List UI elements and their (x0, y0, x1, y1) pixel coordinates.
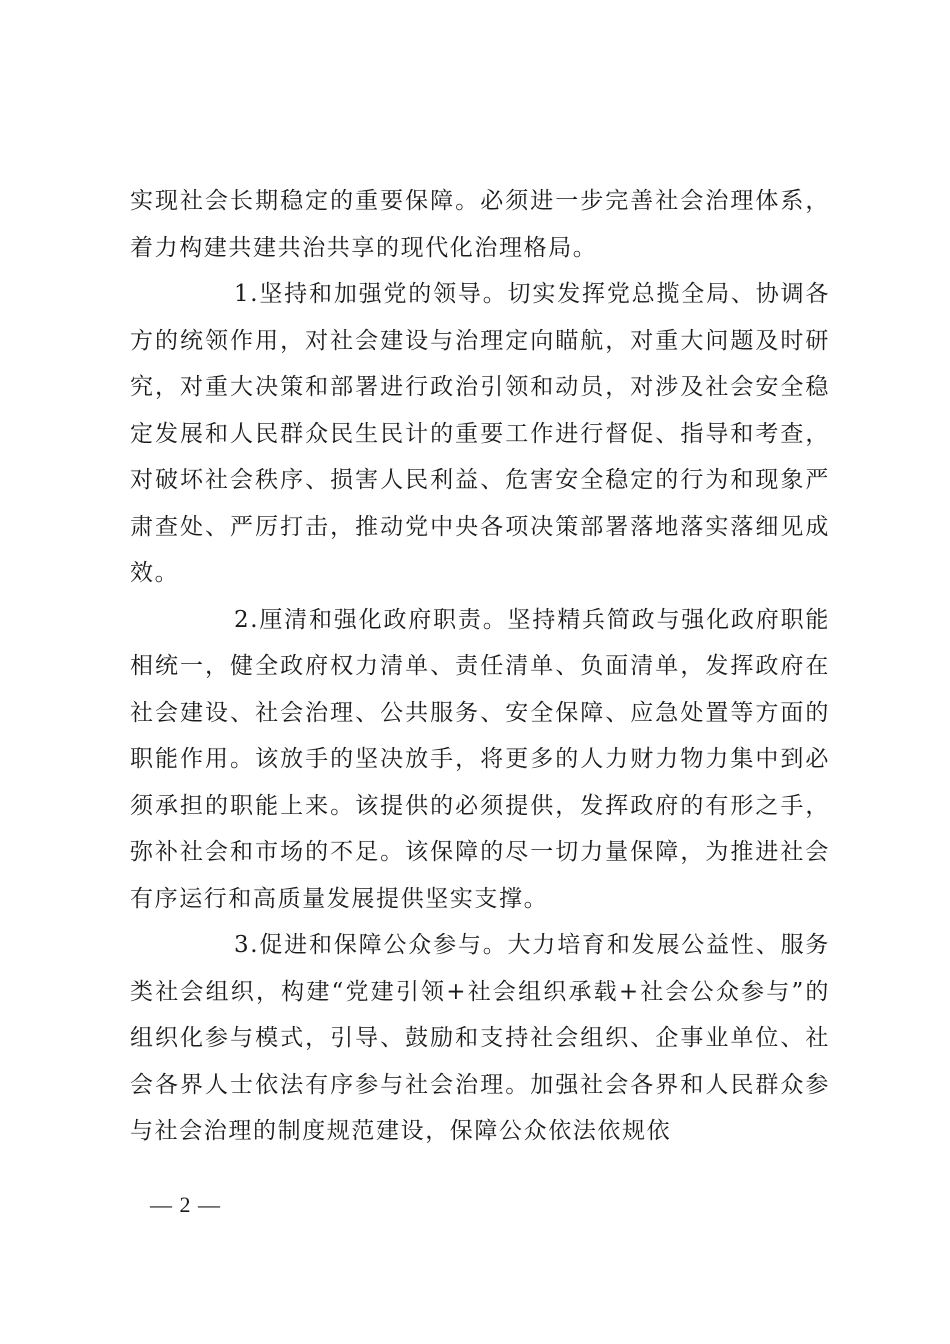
paragraph-item-1: 1.坚持和加强党的领导。切实发挥党总揽全局、协调各方的统领作用，对社会建设与治理定向瞄航，对重大问题及时研究，对重大决策和部署进行政治引领和动员，对涉及社会安全稳定发展和人民群众民生民计的重要工作进行督促、指导和考查，对破坏社会秩序、损害人民利益、危害安全稳定的行为和现象严肃查处、严厉打击，推动党中央各项决策部署落地落实落细见成效。 (130, 281, 830, 586)
paragraph-item-3: 3.促进和保障公众参与。大力培育和发展公益性、服务类社会组织，构建“党建引领+社会组织承载+社会公众参与”的组织化参与模式，引导、鼓励和支持社会组织、企事业单位、社会各界人士依法有序参与社会治理。加强社会各界和人民群众参与社会治理的制度规范建设，保障公众依法依规依 (130, 932, 830, 1144)
page-number: — 2 — (150, 1192, 221, 1217)
document-body (130, 178, 830, 1155)
paragraph-continuation: 实现社会长期稳定的重要保障。必须进一步完善社会治理体系，着力构建共建共治共享的现代化治理格局。 (130, 188, 830, 261)
paragraph-item-2: 2.厘清和强化政府职责。坚持精兵简政与强化政府职能相统一，健全政府权力清单、责任清单、负面清单，发挥政府在社会建设、社会治理、公共服务、安全保障、应急处置等方面的职能作用。该放手的坚决放手，将更多的人力财力物力集中到必须承担的职能上来。该提供的必须提供，发挥政府的有形之手，弥补社会和市场的不足。该保障的尽一切力量保障，为推进社会有序运行和高质量发展提供坚实支撑。 (130, 606, 830, 912)
